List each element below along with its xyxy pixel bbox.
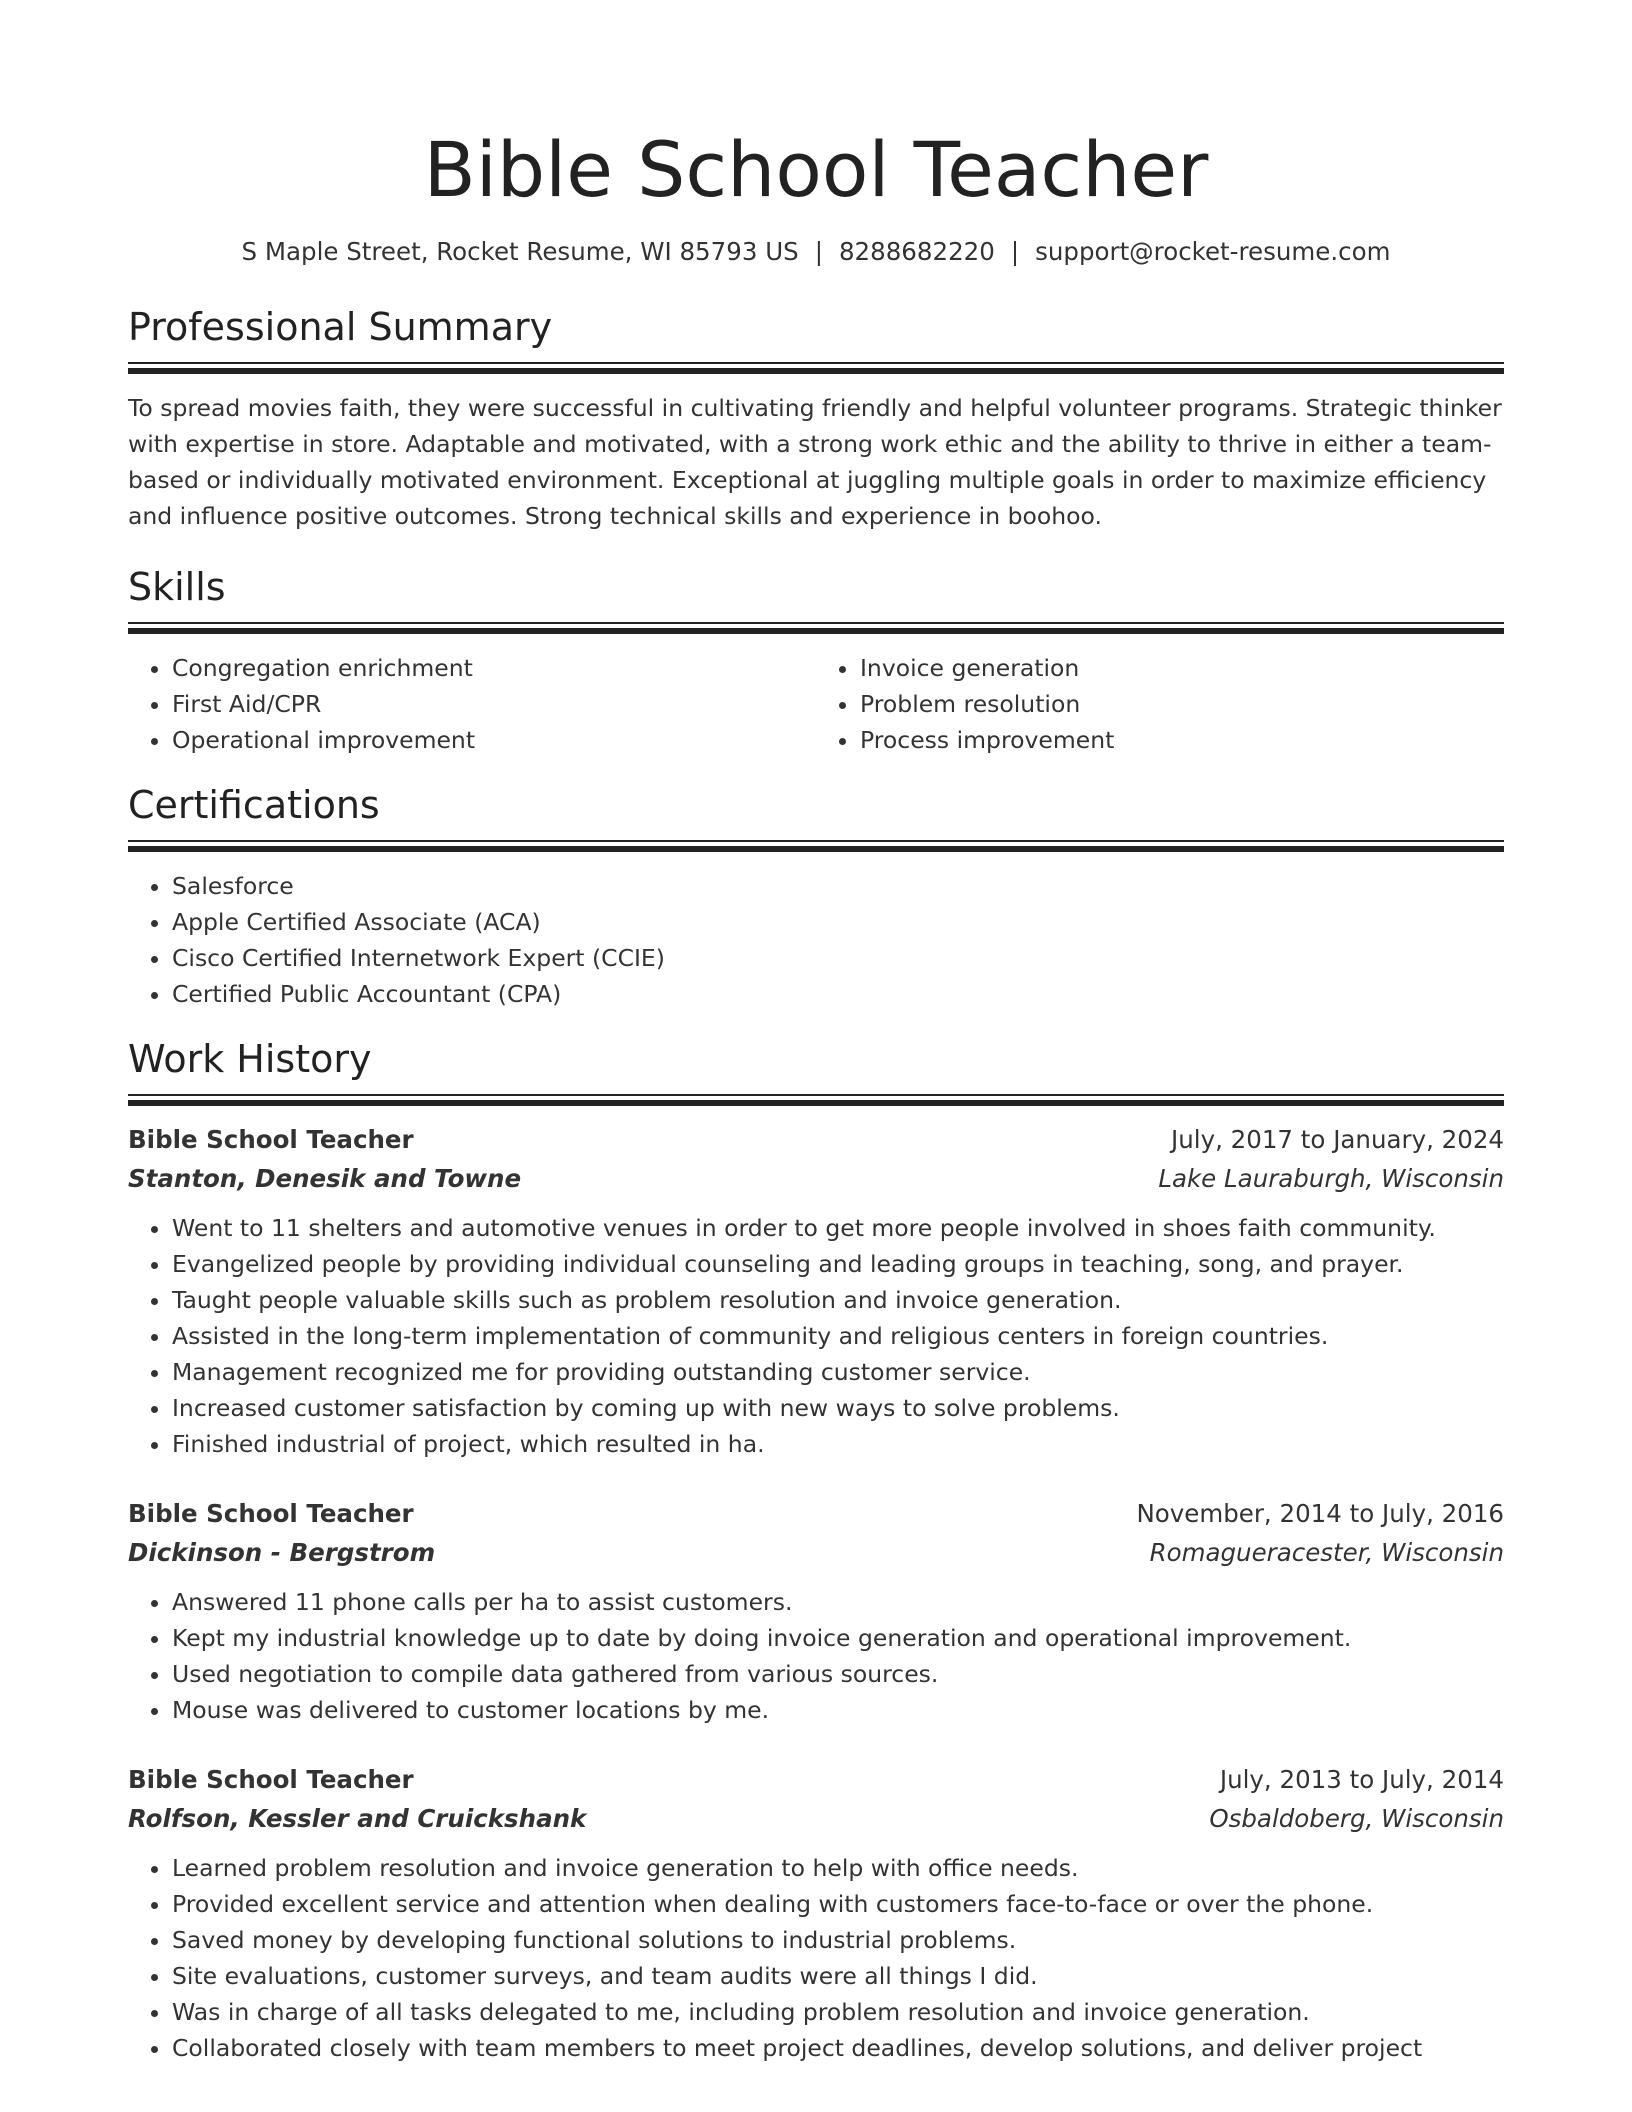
job-entry xyxy=(128,1494,1504,1728)
job-company: Rolfson, Kessler and Cruickshank xyxy=(128,1804,587,1833)
section-divider xyxy=(128,622,1504,634)
skills-list-left xyxy=(128,650,816,758)
job-company: Dickinson - Bergstrom xyxy=(128,1538,436,1567)
work-history-section xyxy=(128,1036,1504,2066)
skills-list-right xyxy=(816,650,1504,758)
job-bullet: • Used negotiation to compile data gathered from various sources. xyxy=(172,1656,1504,1692)
job-title: Bible School Teacher xyxy=(128,1125,414,1154)
job-bullet: • Taught people valuable skills such as problem resolution and invoice generation. xyxy=(172,1282,1504,1318)
job-bullet: • Answered 11 phone calls per ha to assist customers. xyxy=(172,1584,1504,1620)
job-company: Stanton, Denesik and Towne xyxy=(128,1164,522,1193)
contact-address: S Maple Street, Rocket Resume, WI 85793 US xyxy=(241,237,799,266)
contact-separator: | xyxy=(1010,237,1020,266)
contact-email: support@rocket-resume.com xyxy=(1035,237,1391,266)
skills-columns xyxy=(128,650,1504,758)
job-location: Lake Lauraburgh, Wisconsin xyxy=(1158,1164,1504,1193)
job-title: Bible School Teacher xyxy=(128,1765,414,1794)
section-title-work-history: Work History xyxy=(128,1037,372,1081)
certifications-section xyxy=(128,782,1504,1012)
job-bullet: • Was in charge of all tasks delegated to me, including problem resolution and invoice generation. xyxy=(172,1994,1504,2030)
skills-section xyxy=(128,564,1504,758)
contact-phone: 8288682220 xyxy=(838,237,995,266)
job-header-row xyxy=(128,1760,1504,1800)
section-divider xyxy=(128,1094,1504,1106)
job-location: Romagueracester, Wisconsin xyxy=(1149,1538,1504,1567)
job-bullet: • Site evaluations, customer surveys, and team audits were all things I did. xyxy=(172,1958,1504,1994)
certification-item: • Cisco Certified Internetwork Expert (CCIE) xyxy=(172,940,1504,976)
job-bullet: • Learned problem resolution and invoice generation to help with office needs. xyxy=(172,1850,1504,1886)
job-entry xyxy=(128,1120,1504,1462)
job-dates: July, 2017 to January, 2024 xyxy=(1171,1125,1504,1154)
job-company-row xyxy=(128,1534,1504,1572)
resume-page xyxy=(128,0,1504,2066)
section-divider xyxy=(128,840,1504,852)
skill-item: • Problem resolution xyxy=(860,686,1504,722)
job-company-row xyxy=(128,1160,1504,1198)
job-bullets xyxy=(128,1210,1504,1462)
certification-item: • Certified Public Accountant (CPA) xyxy=(172,976,1504,1012)
section-divider xyxy=(128,362,1504,374)
job-bullet: • Finished industrial of project, which resulted in ha. xyxy=(172,1426,1504,1462)
job-dates: July, 2013 to July, 2014 xyxy=(1219,1765,1504,1794)
job-dates: November, 2014 to July, 2016 xyxy=(1136,1499,1504,1528)
job-bullet: • Went to 11 shelters and automotive venues in order to get more people involved in shoes faith community. xyxy=(172,1210,1504,1246)
job-entry xyxy=(128,1760,1504,2066)
job-bullet: • Management recognized me for providing outstanding customer service. xyxy=(172,1354,1504,1390)
certification-item: • Apple Certified Associate (ACA) xyxy=(172,904,1504,940)
job-bullet: • Collaborated closely with team members to meet project deadlines, develop solutions, and deliver project xyxy=(172,2030,1504,2066)
skill-item: • Congregation enrichment xyxy=(172,650,816,686)
job-bullet: • Kept my industrial knowledge up to date by doing invoice generation and operational improvement. xyxy=(172,1620,1504,1656)
resume-name: Bible School Teacher xyxy=(423,125,1209,214)
contact-line xyxy=(128,234,1504,270)
job-bullet: • Saved money by developing functional solutions to industrial problems. xyxy=(172,1922,1504,1958)
job-header-row xyxy=(128,1120,1504,1160)
summary-section xyxy=(128,304,1504,534)
certification-item: • Salesforce xyxy=(172,868,1504,904)
job-bullet: • Assisted in the long-term implementation of community and religious centers in foreign countries. xyxy=(172,1318,1504,1354)
job-bullet: • Provided excellent service and attention when dealing with customers face-to-face or over the phone. xyxy=(172,1886,1504,1922)
job-bullets xyxy=(128,1584,1504,1728)
certifications-list xyxy=(128,868,1504,1012)
skill-item: • Invoice generation xyxy=(860,650,1504,686)
section-title-skills: Skills xyxy=(128,565,226,609)
job-bullet: • Evangelized people by providing individual counseling and leading groups in teaching, song, and prayer. xyxy=(172,1246,1504,1282)
section-title-certifications: Certifications xyxy=(128,783,380,827)
job-title: Bible School Teacher xyxy=(128,1499,414,1528)
job-bullet: • Increased customer satisfaction by coming up with new ways to solve problems. xyxy=(172,1390,1504,1426)
job-location: Osbaldoberg, Wisconsin xyxy=(1209,1804,1504,1833)
summary-text: To spread movies faith, they were successful in cultivating friendly and helpful volunteer programs. Strategic thinker with expertise in store. Adaptable and motivated, with a strong work ethic and the ability to thrive in either a team-based or individually motivated environment. Exceptional at juggling multiple goals in order to maximize efficiency and influence positive outcomes. Strong technical skills and experience in boohoo. xyxy=(128,394,1502,530)
section-title-summary: Professional Summary xyxy=(128,305,553,349)
skill-item: • Process improvement xyxy=(860,722,1504,758)
job-bullets xyxy=(128,1850,1504,2066)
job-bullet: • Mouse was delivered to customer locations by me. xyxy=(172,1692,1504,1728)
skill-item: • First Aid/CPR xyxy=(172,686,816,722)
contact-separator: | xyxy=(814,237,823,266)
job-company-row xyxy=(128,1800,1504,1838)
skill-item: • Operational improvement xyxy=(172,722,816,758)
job-header-row xyxy=(128,1494,1504,1534)
